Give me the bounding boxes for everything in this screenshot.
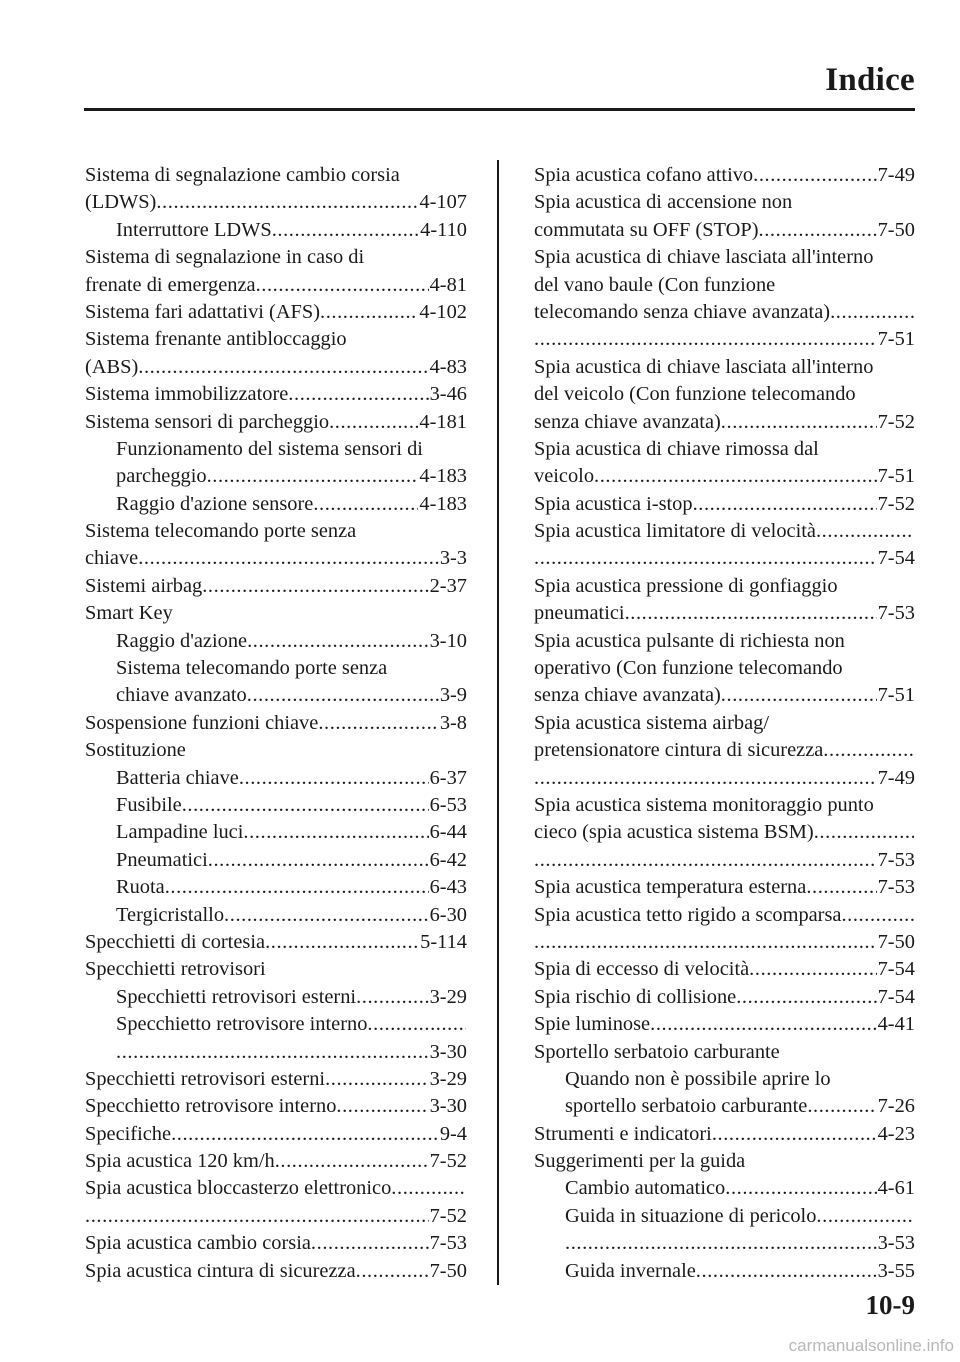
dot-leader — [830, 299, 914, 326]
dot-leader — [749, 956, 876, 983]
index-entry-text: Lampadine luci — [116, 821, 244, 844]
dot-leader — [202, 573, 428, 600]
dot-leader — [725, 1175, 876, 1202]
dot-leader — [182, 792, 429, 819]
index-entry-page: 7-50 — [877, 930, 915, 953]
index-entry-text: Spia acustica pulsante di richiesta non — [534, 629, 845, 652]
index-line — [85, 1203, 467, 1230]
index-entry-text: Sistemi airbag — [85, 574, 203, 597]
index-entry-text: chiave — [85, 547, 139, 570]
index-entry-text: sportello serbatoio carburante — [565, 1095, 808, 1118]
index-line — [534, 682, 915, 709]
index-entry-page: 3-29 — [429, 1067, 467, 1090]
index-line — [534, 491, 915, 518]
dot-leader — [207, 463, 419, 490]
index-entry-text: Spia acustica di chiave lasciata all'interno — [534, 246, 874, 269]
index-entry-text: (ABS) — [85, 355, 139, 378]
index-entry-text: Spia acustica pressione di gonfiaggio — [534, 574, 838, 597]
index-entry-page: 3-55 — [877, 1259, 915, 1282]
index-entry-text: Spia acustica cofano attivo — [534, 164, 754, 186]
index-entry-text: Spia acustica di chiave rimossa dal — [534, 437, 819, 460]
index-entry-page: 7-50 — [429, 1259, 467, 1282]
dot-leader — [712, 1121, 877, 1148]
index-line — [85, 1175, 467, 1202]
index-line — [534, 1203, 915, 1230]
index-entry-page: 4-183 — [419, 492, 467, 515]
index-line — [534, 299, 915, 326]
index-entry-page: 4-61 — [877, 1177, 915, 1200]
index-entry-text: Fusibile — [116, 793, 182, 816]
dot-leader — [356, 984, 429, 1011]
dot-leader — [696, 1258, 877, 1285]
index-line — [85, 545, 467, 572]
dot-leader — [288, 381, 428, 408]
index-entry-page: 6-53 — [429, 793, 467, 816]
dot-leader — [367, 1011, 466, 1038]
index-line — [534, 1121, 915, 1148]
index-line — [534, 217, 915, 244]
index-line — [85, 1011, 467, 1038]
index-entry-page: 7-49 — [877, 766, 915, 789]
dot-leader — [356, 1258, 429, 1285]
index-entry-text: Interruttore LDWS — [116, 218, 272, 241]
index-entry-text: Guida invernale — [565, 1259, 696, 1282]
index-line — [534, 737, 915, 764]
index-entry-page: 7-52 — [877, 492, 915, 515]
index-entry-page: 7-52 — [877, 410, 915, 433]
dot-leader — [138, 354, 428, 381]
index-entry-page: 7-53 — [877, 876, 915, 899]
index-line — [85, 1230, 467, 1257]
index-entry-text: Batteria chiave — [116, 766, 239, 789]
index-entry-text: Raggio d'azione — [116, 629, 248, 652]
index-line — [85, 463, 467, 490]
index-line — [85, 819, 467, 846]
page-title: Indice — [825, 62, 915, 98]
index-entry-page: 3-9 — [439, 684, 467, 707]
index-entry-page: 4-107 — [419, 191, 467, 214]
dot-leader — [318, 710, 439, 737]
index-line — [85, 189, 467, 216]
index-entry-text: Pneumatici — [116, 848, 208, 871]
index-line — [534, 847, 915, 874]
index-column-left — [85, 162, 467, 1285]
index-entry-text: Specchietto retrovisore interno — [116, 1013, 368, 1036]
index-line — [534, 518, 915, 545]
index-line — [85, 217, 467, 244]
index-line — [534, 409, 915, 436]
index-entry-page: 4-83 — [429, 355, 467, 378]
dot-leader — [721, 409, 877, 436]
index-line — [534, 1230, 915, 1257]
index-entry-text: (LDWS) — [85, 191, 157, 214]
index-entry-text: Sistema immobilizzatore — [85, 383, 289, 406]
dot-leader — [594, 463, 877, 490]
index-entry-text: Sistema fari adattativi (AFS) — [85, 300, 321, 323]
index-entry-text: pretensionatore cintura di sicurezza — [534, 739, 824, 762]
index-entry-text: pneumatici — [534, 602, 625, 625]
dot-leader — [247, 682, 439, 709]
index-entry-text: Sistema telecomando porte senza — [116, 657, 388, 680]
index-line — [85, 874, 467, 901]
index-line — [85, 409, 467, 436]
index-entry-page: 7-53 — [877, 602, 915, 625]
index-line — [534, 765, 915, 792]
index-entry-text: Specifiche — [85, 1122, 172, 1145]
index-entry-text: Spia acustica di accensione non — [534, 191, 793, 214]
index-entry-text: Sportello serbatoio carburante — [534, 1040, 780, 1063]
index-line — [534, 902, 915, 929]
index-entry-text: Strumenti e indicatori — [534, 1122, 712, 1145]
index-entry-page: 3-29 — [429, 985, 467, 1008]
index-entry-text: senza chiave avanzata) — [534, 410, 721, 433]
dot-leader — [224, 902, 429, 929]
index-entry-text: Sistema telecomando porte senza — [85, 520, 357, 543]
index-line — [85, 1093, 467, 1120]
dot-leader — [816, 1203, 914, 1230]
index-entry-text: Spia acustica bloccasterzo elettronico — [85, 1177, 392, 1200]
index-line — [534, 545, 915, 572]
index-entry-text: Spia acustica limitatore di velocità — [534, 520, 816, 543]
index-entry-page: 7-53 — [429, 1232, 467, 1255]
index-line — [534, 600, 915, 627]
index-entry-text: Spia acustica sistema monitoraggio punto — [534, 793, 874, 816]
index-line — [534, 1175, 915, 1202]
dot-leader — [85, 1203, 429, 1230]
dot-leader — [806, 874, 876, 901]
index-entry-page: 6-43 — [429, 876, 467, 899]
index-line — [85, 929, 467, 956]
index-line — [85, 902, 467, 929]
index-entry-text: parcheggio — [116, 465, 207, 488]
index-line — [534, 1011, 915, 1038]
index-entry-text: Quando non è possibile aprire lo — [565, 1067, 831, 1090]
dot-leader — [171, 1121, 439, 1148]
index-entry-text: Spia di eccesso di velocità — [534, 958, 750, 981]
index-entry-page: 7-52 — [429, 1150, 467, 1173]
index-entry-text: Sistema frenante antibloccaggio — [85, 328, 347, 351]
index-entry-page: 7-52 — [429, 1204, 467, 1227]
dot-leader — [138, 545, 439, 572]
index-entry-text: Spia acustica i-stop — [534, 492, 693, 515]
index-entry-text: Specchietto retrovisore interno — [85, 1095, 337, 1118]
index-line — [85, 354, 467, 381]
index-entry-page: 6-30 — [429, 903, 467, 926]
dot-leader — [320, 299, 418, 326]
index-entry-page: 7-26 — [877, 1095, 915, 1118]
dot-leader — [534, 326, 877, 353]
index-entry-text: commutata su OFF (STOP) — [534, 218, 759, 241]
column-divider — [497, 160, 499, 1285]
index-line — [85, 573, 467, 600]
index-line — [534, 874, 915, 901]
dot-leader — [311, 1230, 429, 1257]
index-entry-text: Raggio d'azione sensore — [116, 492, 314, 515]
index-entry-text: chiave avanzato — [116, 684, 247, 707]
index-entry-page: 7-51 — [877, 328, 915, 351]
index-entry-text: Sostituzione — [85, 739, 186, 762]
index-entry-page: 7-54 — [877, 547, 915, 570]
index-entry-text: Spia acustica cambio corsia — [85, 1232, 311, 1255]
index-line — [534, 162, 915, 189]
dot-leader — [534, 929, 877, 956]
watermark: carmanualsonline.info — [788, 1336, 954, 1355]
index-entry-text: Spia acustica cintura di sicurezza — [85, 1259, 356, 1282]
index-entry-page: 9-4 — [439, 1122, 467, 1145]
index-line — [85, 628, 467, 655]
dot-leader — [329, 409, 418, 436]
index-line — [85, 299, 467, 326]
index-entry-page: 4-181 — [419, 410, 467, 433]
index-entry-page: 3-30 — [429, 1095, 467, 1118]
dot-leader — [841, 902, 914, 929]
dot-leader — [247, 628, 429, 655]
index-line — [534, 984, 915, 1011]
index-entry-page: 7-53 — [877, 848, 915, 871]
index-entry-page: 7-50 — [877, 218, 915, 241]
index-line — [534, 956, 915, 983]
index-line — [534, 929, 915, 956]
index-entry-page: 6-42 — [429, 848, 467, 871]
index-entry-page: 4-110 — [420, 218, 467, 241]
index-entry-text: Sospensione funzioni chiave — [85, 711, 319, 734]
index-line — [85, 1258, 467, 1285]
dot-leader — [272, 217, 419, 244]
dot-leader — [243, 819, 428, 846]
index-line — [534, 1258, 915, 1285]
dot-leader — [736, 984, 876, 1011]
index-entry-page: 4-102 — [419, 300, 467, 323]
index-line — [85, 710, 467, 737]
index-line — [85, 765, 467, 792]
index-entry-text: Spia acustica temperatura esterna — [534, 876, 807, 899]
dot-leader — [208, 847, 429, 874]
dot-leader — [534, 765, 877, 792]
index-entry-page: 7-54 — [877, 958, 915, 981]
index-entry-page: 2-37 — [429, 574, 467, 597]
index-entry-page: 6-37 — [429, 766, 467, 789]
index-entry-text: Spia acustica di chiave lasciata all'interno — [534, 355, 874, 378]
index-entry-page: 3-3 — [439, 547, 467, 570]
index-entry-text: Sistema di segnalazione in caso di — [85, 246, 365, 269]
index-entry-page: 3-46 — [429, 383, 467, 406]
dot-leader — [116, 1039, 429, 1066]
index-entry-text: frenate di emergenza — [85, 273, 256, 296]
index-line — [534, 463, 915, 490]
index-line — [85, 272, 467, 299]
index-entry-page: 6-44 — [429, 821, 467, 844]
index-line — [85, 1066, 467, 1093]
index-entry-page: 5-114 — [420, 930, 467, 953]
dot-leader — [534, 847, 877, 874]
index-entry-text: Funzionamento del sistema sensori di — [116, 437, 423, 460]
dot-leader — [391, 1175, 466, 1202]
dot-leader — [239, 765, 429, 792]
index-entry-page: 3-10 — [429, 629, 467, 652]
dot-leader — [336, 1093, 428, 1120]
dot-leader — [265, 929, 419, 956]
index-line — [534, 1093, 915, 1120]
dot-leader — [275, 1148, 429, 1175]
index-entry-text: Specchietti di cortesia — [85, 930, 266, 953]
index-entry-text: Spia acustica 120 km/h — [85, 1150, 275, 1173]
index-entry-text: veicolo — [534, 465, 595, 488]
index-entry-page: 4-41 — [877, 1013, 915, 1036]
dot-leader — [625, 600, 877, 627]
index-line — [534, 819, 915, 846]
index-column-right — [534, 162, 915, 1285]
dot-leader — [807, 1093, 876, 1120]
index-entry-page: 7-51 — [877, 684, 915, 707]
dot-leader — [165, 874, 429, 901]
dot-leader — [325, 1066, 429, 1093]
index-entry-page: 3-8 — [439, 711, 467, 734]
index-entry-text: telecomando senza chiave avanzata) — [534, 300, 831, 323]
index-entry-text: Specchietti retrovisori — [85, 958, 266, 981]
index-entry-page: 7-51 — [877, 465, 915, 488]
index-line — [85, 1039, 467, 1066]
index-entry-text: Spia acustica tetto rigido a scomparsa — [534, 903, 842, 926]
index-line — [85, 682, 467, 709]
dot-leader — [759, 217, 877, 244]
index-entry-text: del veicolo (Con funzione telecomando — [534, 383, 856, 406]
index-entry-text: Guida in situazione di pericolo — [565, 1204, 817, 1227]
index-entry-text: Suggerimenti per la guida — [534, 1150, 746, 1173]
index-entry-text: del vano baule (Con funzione — [534, 273, 776, 296]
dot-leader — [156, 189, 418, 216]
header-rule — [84, 108, 915, 111]
page-number: 10-9 — [865, 1290, 915, 1320]
index-line — [85, 792, 467, 819]
index-entry-text: Specchietti retrovisori esterni — [116, 985, 357, 1008]
dot-leader — [816, 518, 914, 545]
dot-leader — [753, 162, 876, 189]
index-entry-text: Spie luminose — [534, 1013, 651, 1036]
dot-leader — [693, 491, 877, 518]
index-line — [85, 381, 467, 408]
index-entry-text: Spia acustica sistema airbag/ — [534, 711, 769, 734]
dot-leader — [534, 545, 877, 572]
index-line — [85, 1121, 467, 1148]
index-entry-text: Specchietti retrovisori esterni — [85, 1067, 326, 1090]
index-entry-text: Cambio automatico — [565, 1177, 726, 1200]
index-entry-page: 4-183 — [419, 465, 467, 488]
dot-leader — [256, 272, 429, 299]
index-entry-page: 4-23 — [877, 1122, 915, 1145]
index-entry-page: 3-30 — [429, 1040, 467, 1063]
dot-leader — [313, 491, 418, 518]
index-entry-text: senza chiave avanzata) — [534, 684, 721, 707]
index-line — [85, 1148, 467, 1175]
index-entry-text: Sistema di segnalazione cambio corsia — [85, 164, 400, 186]
dot-leader — [814, 819, 914, 846]
dot-leader — [650, 1011, 876, 1038]
index-line — [85, 847, 467, 874]
index-entry-text: cieco (spia acustica sistema BSM) — [534, 821, 814, 844]
index-line — [85, 491, 467, 518]
dot-leader — [565, 1230, 877, 1257]
index-entry-page: 4-81 — [429, 273, 467, 296]
index-entry-text: Ruota — [116, 876, 165, 899]
dot-leader — [721, 682, 877, 709]
index-entry-page: 3-53 — [877, 1232, 915, 1255]
index-entry-page: 7-49 — [877, 164, 915, 186]
index-entry-text: Spia rischio di collisione — [534, 985, 737, 1008]
index-line — [534, 326, 915, 353]
index-entry-text: Smart Key — [85, 602, 173, 625]
index-entry-page: 7-54 — [877, 985, 915, 1008]
index-entry-text: Tergicristallo — [116, 903, 225, 926]
dot-leader — [823, 737, 914, 764]
index-entry-text: Sistema sensori di parcheggio — [85, 410, 330, 433]
index-entry-text: operativo (Con funzione telecomando — [534, 657, 843, 680]
index-line — [85, 984, 467, 1011]
